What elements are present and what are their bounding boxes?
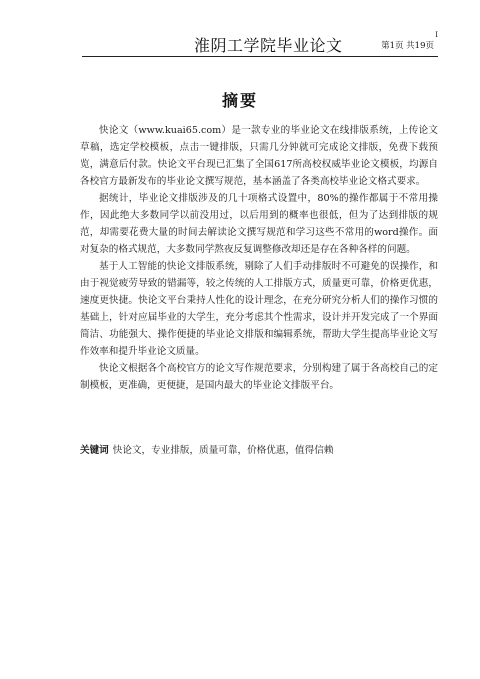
keywords-label: 关键词 bbox=[80, 445, 109, 456]
abstract-paragraph: 快论文（www.kuai65.com）是一款专业的毕业论文在线排版系统，上传论文草稿，选定学校模板，点击一键排版，只需几分钟就可完成论文排版，免费下载预览，满意后付款。快论文平台现已汇集了全国617所高校权威毕业论文模板，均源自各校官方最新发布的毕业论文撰写规范，基本涵盖了各类高校毕业论文格式要求。 bbox=[80, 125, 438, 187]
abstract-paragraph: 快论文根据各个高校官方的论文写作规范要求，分别构建了属于各高校自己的定制模板，更准确，更便捷，是国内最大的毕业论文排版平台。 bbox=[80, 363, 438, 391]
abstract-paragraph: 据统计，毕业论文排版涉及的几十项格式设置中，80%的操作都属于不常用操作，因此绝大多数同学以前没用过，以后用到的概率也很低，但为了达到排版的规范，却需要花费大量的时间去解读论文撰写规范和学习这些不常用的word操作。面对复杂的格式规范，大多数同学熬夜反复调整修改却还是存在各种各样的问题。 bbox=[80, 193, 438, 255]
page-header bbox=[82, 30, 438, 57]
abstract-body bbox=[80, 122, 438, 394]
keywords-text: 快论文，专业排版，质量可靠，价格优惠，值得信赖 bbox=[112, 445, 334, 456]
header-title: 淮阴工学院毕业论文 bbox=[194, 36, 343, 55]
header-corner-mark: I bbox=[435, 31, 438, 39]
abstract-title: 摘要 bbox=[221, 91, 258, 110]
keywords-line bbox=[80, 442, 438, 459]
abstract-paragraph: 基于人工智能的快论文排版系统，剔除了人们手动排版时不可避免的误操作，和由于视觉疲劳导致的错漏等，较之传统的人工排版方式，质量更可靠，价格更优惠，速度更快捷。快论文平台秉持人性化的设计理念，在充分研究分析人们的操作习惯的基础上，针对应届毕业的大学生，充分考虑其个性需求，设计并开发完成了一个界面简洁、功能强大、操作便捷的毕业论文排版和编辑系统，帮助大学生提高毕业论文写作效率和提升毕业论文质量。 bbox=[80, 261, 438, 357]
page-number: 第1页 共19页 bbox=[381, 41, 434, 51]
